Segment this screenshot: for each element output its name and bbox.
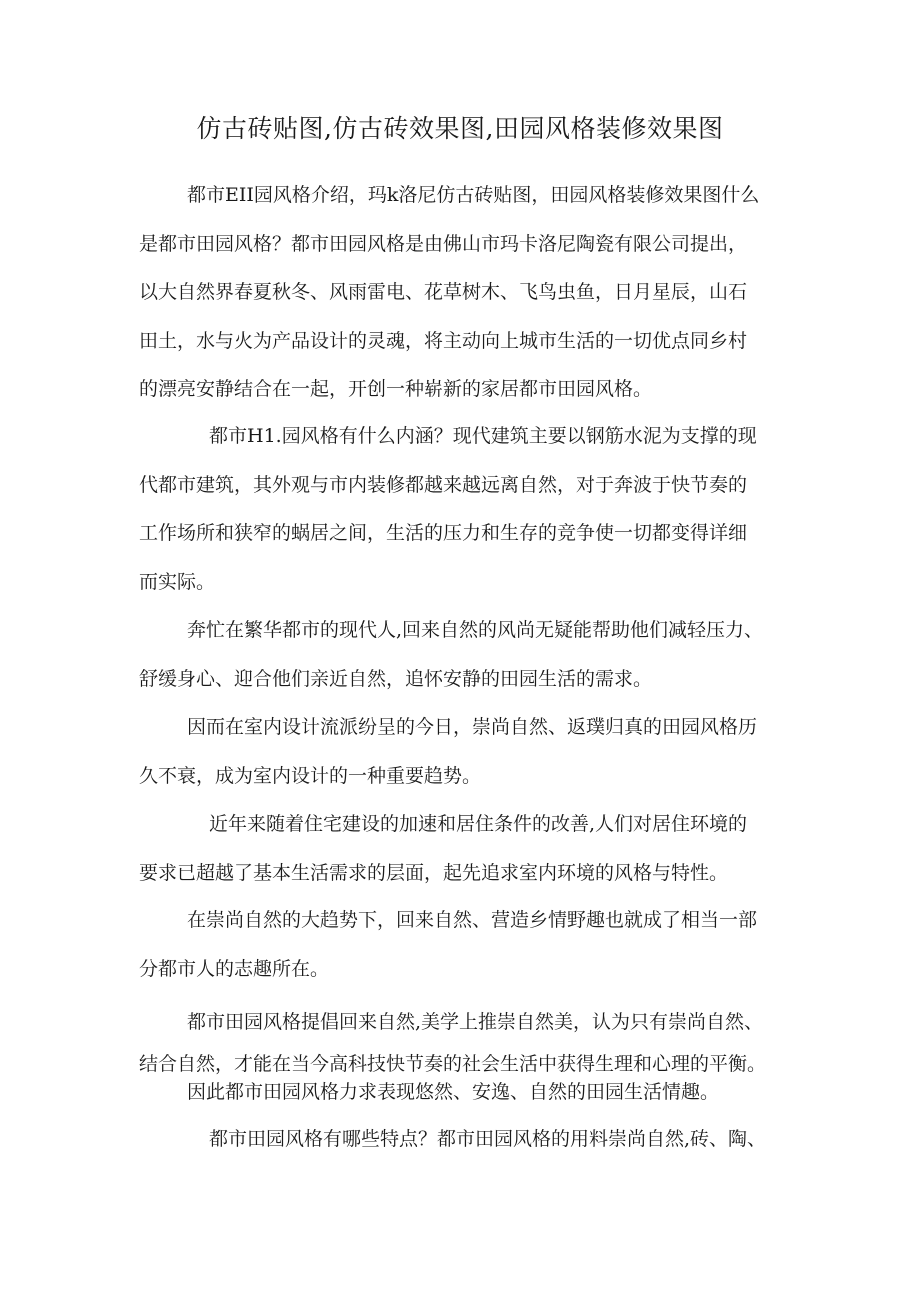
paragraph-line: 舒缓身心、迎合他们亲近自然，追怀安静的田园生活的需求。: [139, 667, 653, 690]
paragraph-line: 结合自然，才能在当今高科技快节奏的社会生活中获得生理和心理的平衡。: [139, 1053, 767, 1075]
paragraph-6: [139, 896, 799, 993]
paragraph-9: [139, 1115, 799, 1164]
paragraph-3: [139, 606, 799, 703]
paragraph-line: 因此都市田园风格力求表现悠然、安逸、自然的田园生活情趣。: [187, 1081, 720, 1103]
paragraph-line: 近年来随着住宅建设的加速和居住条件的改善,人们对居住环境的: [209, 813, 748, 835]
paragraph-2: [139, 412, 799, 606]
paragraph-1: [139, 171, 799, 414]
paragraph-5: [139, 800, 799, 897]
paragraph-line: 奔忙在繁华都市的现代人,回来自然的风尚无疑能帮助他们减轻压力、: [187, 619, 764, 641]
paragraph-line: 都市田园风格有哪些特点？都市田园风格的用料崇尚自然,砖、陶、: [209, 1128, 767, 1150]
paragraph-line: 以大自然界春夏秋冬、风雨雷电、花草树木、飞鸟虫鱼，日月星辰，山石: [139, 281, 748, 303]
paragraph-line: 田土，水与火为产品设计的灵魂，将主动向上城市生活的一切优点同乡村: [139, 329, 748, 352]
paragraph-line: 工作场所和狭窄的蜗居之间，生活的压力和生存的竞争使一切都变得详细: [139, 522, 748, 544]
paragraph-line: 的漂亮安静结合在一起，开创一种崭新的家居都市田园风格。: [139, 378, 653, 400]
paragraph-line: 都市田园风格提倡回来自然,美学上推崇自然美，认为只有崇尚自然、: [187, 1011, 764, 1033]
paragraph-line: 是都市田园风格？都市田园风格是由佛山市玛卡洛尼陶瓷有限公司提出，: [139, 232, 748, 255]
paragraph-4: [139, 703, 799, 800]
paragraph-line: 久不衰，成为室内设计的一种重要趋势。: [139, 764, 482, 787]
paragraph-line: 而实际。: [139, 570, 216, 593]
paragraph-8: [139, 1068, 799, 1117]
document-title: 仿古砖贴图,仿古砖效果图,田园风格装修效果图: [196, 114, 724, 143]
paragraph-line: 都市H1.园风格有什么内涵？现代建筑主要以钢筋水泥为支撑的现: [209, 425, 757, 447]
paragraph-line: 分都市人的志趣所在。: [139, 957, 330, 980]
paragraph-line: 代都市建筑，其外观与市内装修都越来越远离自然，对于奔波于快节奏的: [139, 473, 748, 496]
paragraph-line: 要求已超越了基本生活需求的层面，起先追求室内环境的风格与特性。: [139, 861, 729, 884]
paragraph-line: 都市EII园风格介绍，玛k洛尼仿古砖贴图，田园风格装修效果图什么: [187, 184, 760, 206]
paragraph-line: 在崇尚自然的大趋势下，回来自然、营造乡情野趣也就成了相当一部: [187, 909, 758, 931]
paragraph-line: 因而在室内设计流派纷呈的今日，崇尚自然、返璞归真的田园风格历: [187, 716, 758, 738]
